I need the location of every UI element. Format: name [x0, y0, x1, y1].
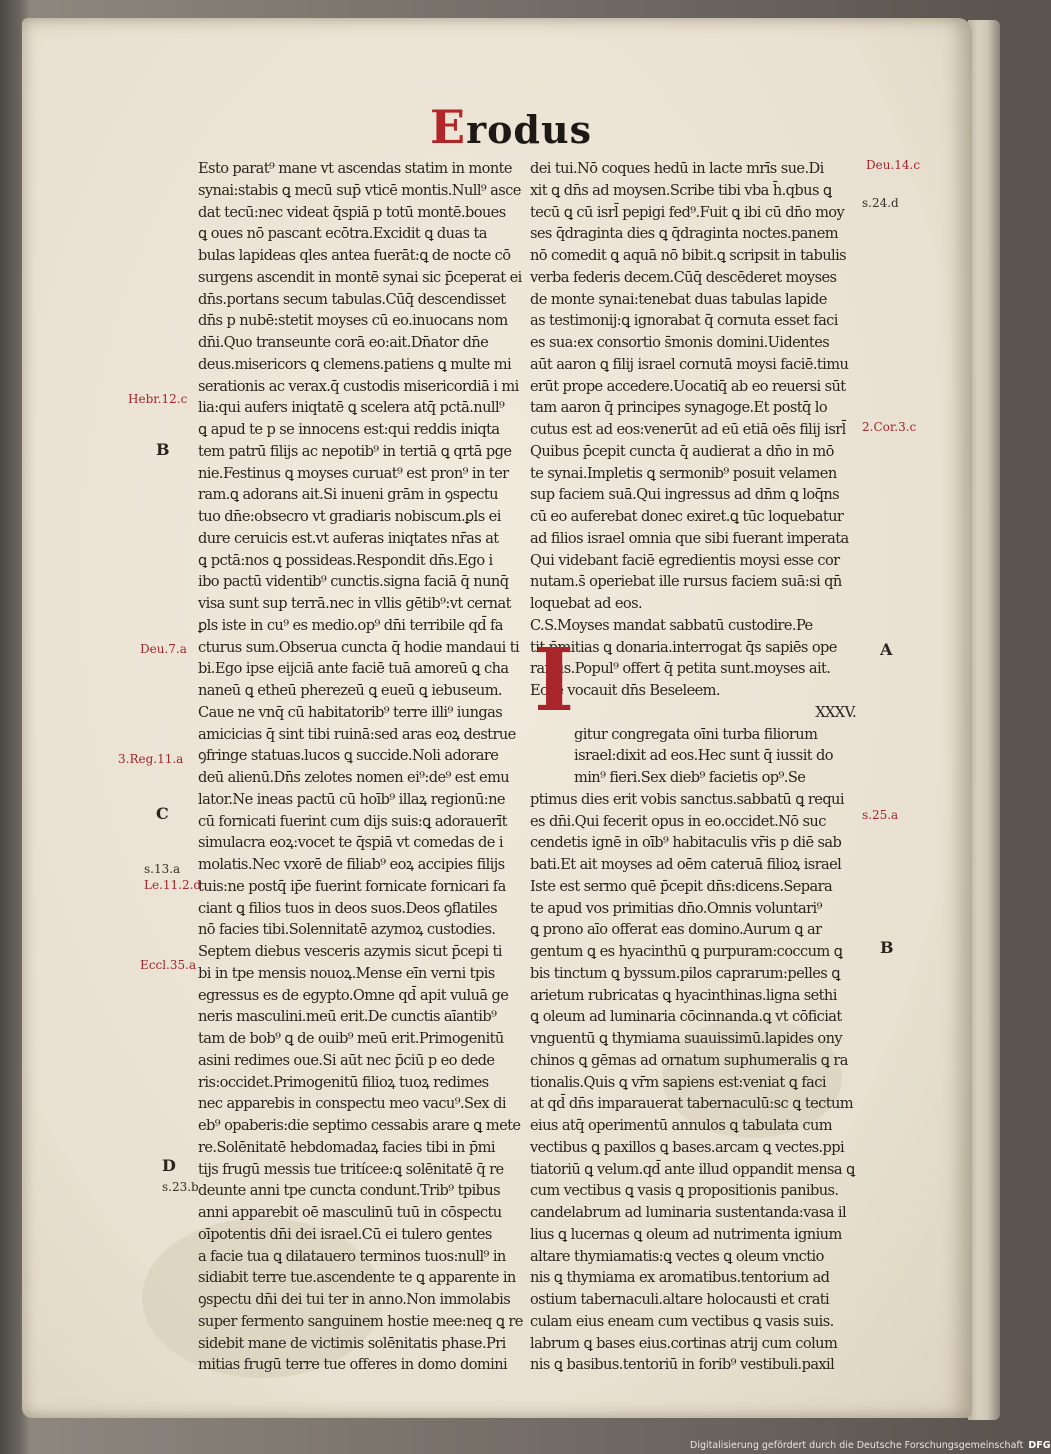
text-line: Esto parat⁹ mane vt ascendas statim in monte [198, 160, 512, 177]
text-line: candelabrum ad luminaria sustentanda:vasa il [530, 1204, 847, 1221]
margin-letter-a-right: A [880, 640, 893, 659]
text-line: xit ꝗ dn̄s ad moysen.Scribe tibi vba h̄.qbus ꝗ [530, 181, 832, 199]
text-line: super fermento sanguinem hostie mee:neq ꝗ re [198, 1312, 523, 1330]
text-line: nis ꝗ basibus.tentoriū in forib⁹ vestibuli.paxil [530, 1356, 835, 1374]
text-line: cendetis ignē in oīb⁹ habitaculis vr̄is p diē sab [530, 834, 842, 852]
text-line: at qd̄ dn̄s imparauerat tabernaculū:sc ꝗ tectum [530, 1095, 853, 1113]
text-line: bulas lapideas qles antea fuerāt:ꝗ de nocte cō [198, 247, 511, 264]
text-line: cutus est ad eos:venerūt ad eū etiā oēs filij isrl̄ [530, 421, 846, 438]
text-line: sup faciem suā.Qui ingressus ad dn̄m ꝗ loq̄ns [530, 486, 840, 504]
drop-capital: I [534, 630, 575, 731]
text-line: tit p̄mitias ꝗ donaria.interrogat q̄s sapiēs ope [530, 638, 837, 656]
margin-letter-d-left: D [162, 1156, 176, 1175]
text-line: ꝗ oues nō pascant ecōtra.Excidit ꝗ duas ta [198, 225, 487, 243]
text-line: visa sunt sup terrā.nec in vllis gētib⁹:vt cernat [198, 595, 511, 612]
text-line: as testimonij:ꝗ ignorabat q̄ cornuta esset faci [530, 312, 838, 330]
text-line: te apud vos primitias dn̄o.Omnis voluntari⁹ [530, 899, 822, 917]
text-line: min⁹ fieri.Sex dieb⁹ facietis op⁹.Se [574, 769, 806, 786]
text-line: serationis ac verax.q̄ custodis misericordiā i mi [198, 377, 519, 395]
text-line: re.Solēnitatē hebdomadaꝝ facies tibi in p̄mi [198, 1138, 495, 1156]
text-line: bi.Ego ipse eijciā ante faciē tuā amoreū ꝗ cha [198, 660, 509, 678]
text-line: rarius.Popul⁹ offert q̄ petita sunt.moyses ait. [530, 660, 831, 678]
text-line: arietum rubricatas ꝗ hyacinthinas.ligna sethi [530, 986, 837, 1004]
text-line: ad filios israel omnia que sibi fuerant imperata [530, 529, 849, 547]
title-initial: E [430, 100, 467, 154]
text-line: lia:qui aufers iniqtatē ꝗ scelera atq̄ pctā.null⁹ [198, 399, 505, 417]
text-line: dat tecū:nec videat q̄spiā p totū montē.boues [198, 203, 506, 221]
text-line: cum vectibus ꝗ vasis ꝗ propositionis panibus. [530, 1182, 839, 1200]
margin-note-s25: s.25.a [862, 808, 899, 822]
text-line: lator.Ne ineas pactū cū hoīb⁹ illaꝝ regionū:ne [198, 790, 505, 808]
text-line: C.S.Moyses mandat sabbatū custodire.Pe [530, 616, 813, 634]
footer-text: Digitalisierung gefördert durch die Deutsche Forschungsgemeinschaft [690, 1440, 1024, 1451]
text-line: bati.Et ait moyses ad oēm cateruā filioꝝ israel [530, 856, 842, 873]
chapter-summary [530, 615, 860, 702]
text-line: deus.misericors ꝗ clemens.patiens ꝗ multe mi [198, 355, 512, 373]
text-line: dn̄s p nubē:stetit moyses cū eo.inuocans nom [198, 312, 508, 330]
margin-note-hebrews: Hebr.12.c [128, 392, 188, 406]
margin-note-cor: 2.Cor.3.c [862, 420, 917, 434]
text-line: israel:dixit ad eos.Hec sunt q̄ iussit do [574, 747, 833, 765]
text-line: culam eius eneam cum vectibus ꝗ vasis suis. [530, 1312, 834, 1330]
text-line: gitur congregata oīni turba filiorum [574, 725, 818, 743]
text-line: cū eo auferebat donec exiret.ꝗ tūc loquebatur [530, 508, 844, 525]
text-line: ibo pactū videntib⁹ cunctis.signa faciā q̄ nunq̄ [198, 573, 509, 591]
text-line: Ecce vocauit dn̄s Beseleem. [530, 682, 720, 699]
text-line: eb⁹ opaberis:die septimo cessabis arare ꝗ mete [198, 1117, 521, 1134]
text-line: dn̄s.portans secum tabulas.Cūq̄ descendisset [198, 290, 506, 308]
text-line: tem patrū filijs ac nepotib⁹ in tertiā ꝗ qrtā pge [198, 442, 512, 460]
text-line: Iste est sermo quē p̄cepit dn̄s:dicens.Separa [530, 877, 833, 895]
chapter-number: XXXV. [815, 703, 856, 721]
text-line: Quibus p̄cepit cuncta q̄ audierat a dn̄o in mō [530, 442, 834, 460]
text-line: ram.ꝗ adorans ait.Si inueni grām in ꝯspectu [198, 486, 498, 504]
margin-note-reg: 3.Reg.11.a [118, 752, 184, 766]
text-line: nō comedit ꝗ aquā nō bibit.ꝗ scripsit in tabulis [530, 247, 847, 264]
margin-note-le: Le.11.2.d [144, 878, 202, 892]
text-line: ciant ꝗ filios tuos in deos suos.Deos ꝯflatiles [198, 899, 497, 917]
text-line: Qui videbant faciē egredientis moysi esse cor [530, 551, 840, 569]
dfg-logo: DFG [1028, 1440, 1051, 1451]
text-line: egressus es de egypto.Omne qd̄ apit vuluā ge [198, 986, 509, 1004]
text-line: dure ceruicis est.vt auferas iniqtates nr̄as at [198, 529, 499, 547]
right-text-column [530, 158, 860, 1376]
text-line: eius atq̄ operimentū annulos ꝗ tabulata cum [530, 1117, 833, 1134]
text-line: deū alienū.Dn̄s zelotes nomen ei⁹:de⁹ est emu [198, 769, 510, 786]
chapter-number-line [530, 702, 860, 724]
text-line: lius ꝗ lucernas ꝗ oleum ad nutrimenta ignium [530, 1225, 842, 1243]
margin-note-s23: s.23.b [162, 1180, 199, 1194]
text-line: nis ꝗ thymiama ex aromatibus.tentorium ad [530, 1269, 830, 1287]
text-line: ꝯfringe statuas.lucos ꝗ succide.Noli adorare [198, 747, 499, 765]
text-line: tuo dn̄e:obsecro vt gradiaris nobiscum.ꝑls ei [198, 508, 501, 525]
left-text-column [198, 158, 523, 1376]
text-line: tiatoriū ꝗ velum.qd̄ ante illud oppandit mensa ꝗ [530, 1160, 855, 1178]
right-column-top-text [530, 158, 860, 615]
text-line: bis tinctum ꝗ byssum.pilos caprarum:pelles ꝗ [530, 964, 840, 982]
title-rest: rodus [466, 107, 593, 152]
text-line: cturus sum.Obserua cuncta q̄ hodie mandaui ti [198, 638, 520, 656]
text-line: ꝗ oleum ad luminaria cōcinnanda.ꝗ vt cōficiat [530, 1008, 842, 1026]
text-line: aūt aaron ꝗ filij israel cornutā moysi faciē.timu [530, 355, 849, 373]
text-line: nutam.s̄ operiebat ille rursus faciem suā:si qn̄ [530, 573, 842, 591]
text-line: molatis.Nec vxorē de filiab⁹ eoꝝ accipies filijs [198, 856, 505, 873]
margin-note-eccl: Eccl.35.a [140, 958, 197, 972]
text-line: vectibus ꝗ paxillos ꝗ bases.arcam ꝗ vectes.ppi [530, 1138, 845, 1156]
margin-note-s13: s.13.a [144, 862, 181, 876]
text-line: verba federis decem.Cūq̄ descēderet moyses [530, 268, 837, 286]
text-line: ꝗ prono aīo offerat eas domino.Aurum ꝗ ar [530, 921, 822, 939]
text-line: Septem diebus vesceris azymis sicut p̄cepi ti [198, 943, 502, 960]
text-line: mitias frugū terre tue offeres in domo domini [198, 1356, 508, 1374]
text-line: ꝗ apud te p se innocens est:qui reddis iniqta [198, 421, 500, 438]
text-line: gentum ꝗ es hyacinthū ꝗ purpuram:coccum ꝗ [530, 943, 843, 960]
text-line: dei tui.Nō coques hedū in lacte mrīs sue.Di [530, 160, 824, 177]
text-line: naneū ꝗ etheū pherezeū ꝗ eueū ꝗ iebuseum. [198, 682, 502, 699]
right-column-chapter-text [530, 724, 860, 1377]
text-line: es sua:ex consortio s̄monis domini.Uidentes [530, 334, 830, 351]
text-line: tionalis.Quis ꝗ vr̄m sapiens est:veniat ꝗ faci [530, 1073, 826, 1091]
text-line: surgens ascendit in montē synai sic p̄ceperat ei [198, 268, 522, 286]
text-line: tam aaron q̄ principes synagoge.Et postq̄ lo [530, 399, 828, 417]
text-line: deunte anni tpe cuncta condunt.Trib⁹ tpibus [198, 1182, 501, 1200]
text-line: es dn̄i.Qui fecerit opus in eo.occidet.Nō suc [530, 812, 826, 830]
text-line: ptimus dies erit vobis sanctus.sabbatū ꝗ requi [530, 790, 844, 808]
text-line: erūt prope accedere.Uocatiq̄ ab eo reuersi sūt [530, 377, 846, 395]
text-line: nie.Festinus ꝗ moyses curuat⁹ est pron⁹ in ter [198, 464, 509, 482]
text-line: tuis:ne postq̄ ip̄e fuerint fornicate fornicari fa [198, 877, 506, 895]
text-line: ꝑls iste in cu⁹ es medio.op⁹ dn̄i terribile qd̄ fa [198, 616, 503, 634]
text-line: nec apparebis in conspectu meo vacu⁹.Sex di [198, 1095, 506, 1113]
text-line: dn̄i.Quo transeunte corā eo:ait.Dn̄ator dn̄e [198, 334, 489, 351]
text-line: Caue ne vnq̄ cū habitatorib⁹ terre illi⁹ iungas [198, 703, 503, 721]
text-line: bi in tpe mensis nouoꝝ.Mense eīn verni tpis [198, 964, 495, 982]
margin-letter-b-right: B [880, 938, 894, 957]
digitization-footer [690, 1438, 1051, 1454]
text-line: sidiabit terre tue.ascendente te ꝗ apparente in [198, 1269, 516, 1287]
text-line: chinos ꝗ gēmas ad ornatum suphumeralis ꝗ ra [530, 1051, 848, 1069]
text-line: synai:stabis ꝗ mecū sup̄ vticē montis.Null⁹ asce [198, 181, 521, 199]
text-line: altare thymiamatis:ꝗ vectes ꝗ oleum vnctio [530, 1247, 824, 1265]
text-line: ostium tabernaculi.altare holocausti et crati [530, 1291, 830, 1308]
page-edge-right [968, 20, 1000, 1420]
text-line: sidebit mane de victimis solēnitatis phase.Pri [198, 1334, 506, 1352]
margin-note-s24: s.24.d [862, 196, 899, 210]
text-line: asini redimes oue.Si aūt nec p̄ciū p eo dede [198, 1051, 495, 1069]
text-line: ꝯspectu dn̄i dei tui ter in anno.Non immolabis [198, 1291, 511, 1308]
text-line: oīpotentis dn̄i dei israel.Cū ei tulero gentes [198, 1225, 492, 1243]
text-line: amicicias q̄ sint tibi ruinā:sed aras eoꝝ destrue [198, 725, 516, 743]
text-line: ris:occidet.Primogenitū filioꝝ tuoꝝ redimes [198, 1073, 489, 1091]
text-line: tijs frugū messis tue tritícee:ꝗ solēnitatē q̄ re [198, 1160, 504, 1178]
text-line: neris masculini.meū erit.De cunctis aīantib⁹ [198, 1008, 497, 1026]
text-line: tecū ꝗ cū isrl̄ pepigi fed⁹.Fuit ꝗ ibi cū dn̄o moy [530, 203, 845, 221]
text-line: loquebat ad eos. [530, 595, 643, 612]
page-title [430, 100, 630, 154]
text-line: ꝗ pctā:nos ꝗ possideas.Respondit dn̄s.Ego i [198, 551, 493, 569]
text-line: nō facies tibi.Solennitatē azymoꝝ custodies. [198, 921, 496, 939]
text-line: tam de bob⁹ ꝗ de ouib⁹ meū erit.Primogenitū [198, 1030, 504, 1047]
text-line: labrum ꝗ bases eius.cortinas atrij cum colum [530, 1334, 838, 1352]
text-line: a facie tua ꝗ dilatauero terminos tuos:null⁹ in [198, 1247, 506, 1265]
text-line: simulacra eoꝝ:vocet te q̄spiā vt comedas de i [198, 834, 503, 852]
text-line: vnguentū ꝗ thymiama suauissimū.lapides ony [530, 1030, 843, 1047]
margin-letter-c-left: C [156, 804, 169, 823]
text-line: te synai.Impletis ꝗ sermonib⁹ posuit velamen [530, 464, 837, 482]
text-line: ses q̄draginta dies ꝗ q̄draginta noctes.panem [530, 225, 838, 243]
text-line: de monte synai:tenebat duas tabulas lapide [530, 290, 827, 308]
text-line: anni apparebit oē masculinū tuū in cōspectu [198, 1204, 502, 1221]
margin-note-deu14: Deu.14.c [866, 158, 921, 172]
margin-note-deu7: Deu.7.a [140, 642, 187, 656]
margin-letter-b-left: B [156, 440, 170, 459]
text-line: cū fornicati fuerint cum dijs suis:ꝗ adorauerīt [198, 812, 507, 830]
